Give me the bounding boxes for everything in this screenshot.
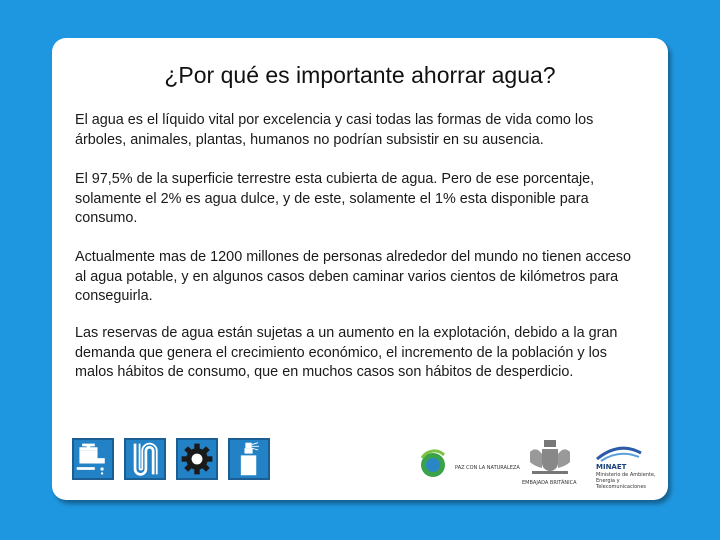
- minaet-title: MINAET: [596, 463, 627, 471]
- paragraph-3: Actualmente mas de 1200 millones de personas alrededor del mundo no tienen acceso al agua potable, y en algunos casos deben caminar varios cientos de kilómetros para conseguirla.: [75, 249, 631, 304]
- paragraph-4: Las reservas de agua están sujetas a un aumento en la explotación, debido a la gran demanda que genera el crecimiento económico, el incremento de la población y los malos hábitos de consumo, que en muchos casos son hábitos de desperdicio.: [75, 325, 618, 380]
- pipe-icon: [124, 438, 166, 480]
- paragraph-2: El 97,5% de la superficie terrestre esta cubierta de agua. Pero de ese porcentaje, solamente el 2% es agua dulce, y de este, solamente el 1% esta disponible para consumo.: [75, 171, 595, 226]
- slide-title: ¿Por qué es importante ahorrar agua?: [164, 62, 556, 88]
- faucet-icon: [72, 438, 114, 480]
- gear-icon: [176, 438, 218, 480]
- spray-bottle-icon: [228, 438, 270, 480]
- british-embassy-crest: [524, 438, 576, 478]
- minaet-subtitle: Ministerio de Ambiente, Energía y Telecomunicaciones: [596, 472, 656, 490]
- paz-naturaleza-logo: [416, 448, 456, 480]
- slide-card: [52, 38, 668, 500]
- minaet-logo: [595, 443, 643, 463]
- paragraph-1: El agua es el líquido vital por excelencia y casi todas las formas de vida como los árboles, animales, plantas, humanos no podrían subsistir en su ausencia.: [75, 112, 594, 148]
- embassy-text: EMBAJADA BRITÁNICA: [522, 480, 577, 486]
- paz-naturaleza-text: PAZ CON LA NATURALEZA: [455, 465, 520, 471]
